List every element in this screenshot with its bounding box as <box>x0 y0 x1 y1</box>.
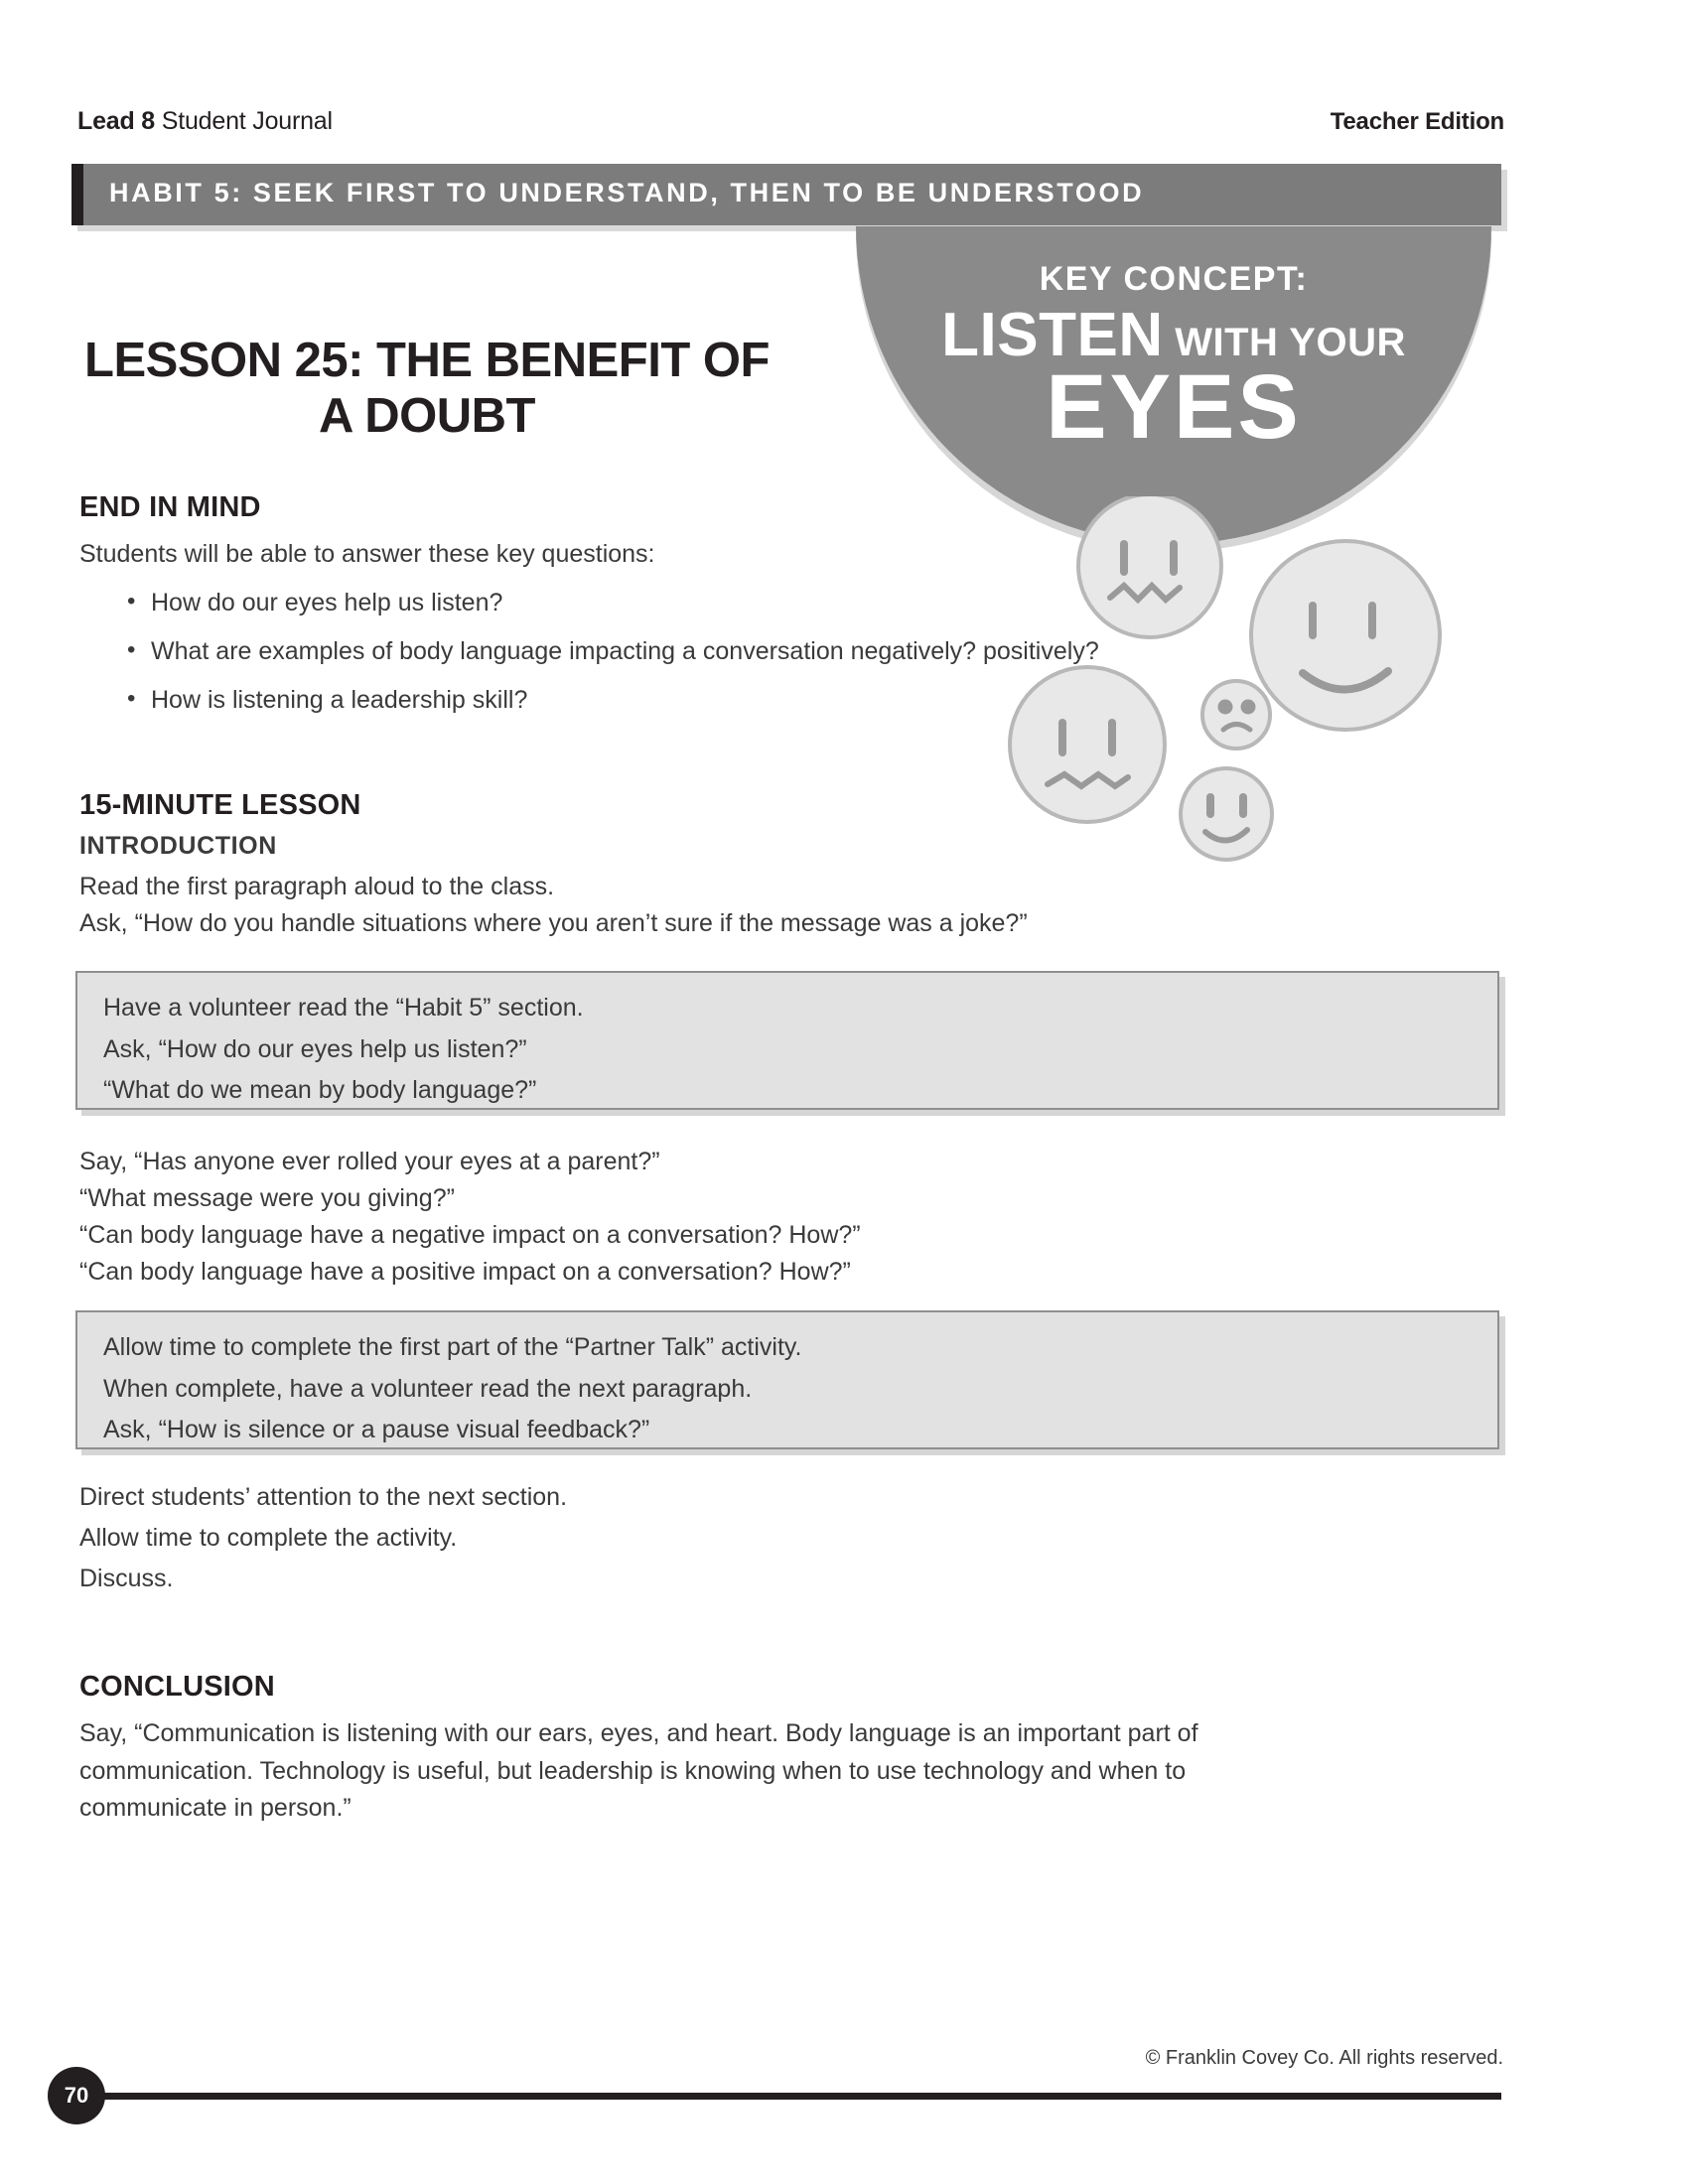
footer-rule <box>75 2093 1501 2100</box>
key-concept-eyes-word: EYES <box>1046 356 1302 458</box>
callout-2-line-2: When complete, have a volunteer read the next paragraph. <box>103 1374 753 1403</box>
middle-line-2: “What message were you giving?” <box>79 1184 455 1212</box>
intro-line-2: Ask, “How do you handle situations where you aren’t sure if the message was a joke?” <box>79 909 1028 937</box>
teacher-callout-box-2 <box>75 1310 1499 1449</box>
after-line-3: Discuss. <box>79 1565 174 1592</box>
callout-2-line-1: Allow time to complete the first part of the “Partner Talk” activity. <box>103 1333 802 1361</box>
habit-banner-text: HABIT 5: SEEK FIRST TO UNDERSTAND, THEN TO BE UNDERSTOOD <box>109 178 1145 207</box>
habit-banner <box>71 164 1501 225</box>
conclusion-text: Say, “Communication is listening with our ears, eyes, and heart. Body language is an important part of communication. Technology is useful, but leadership is knowing when to use technology and when to communicate in person.” <box>79 1719 1198 1822</box>
middle-line-1: Say, “Has anyone ever rolled your eyes at a parent?” <box>79 1148 660 1175</box>
copyright-notice: © Franklin Covey Co. All rights reserved. <box>1145 2047 1503 2069</box>
key-concept-badge <box>856 226 1491 544</box>
section-heading-15-minute-lesson: 15-MINUTE LESSON <box>79 789 361 821</box>
end-in-mind-question-list <box>109 586 1194 732</box>
header-left <box>77 107 333 136</box>
running-header <box>77 107 1504 136</box>
list-item: • How is listening a leadership skill? <box>151 683 1194 718</box>
header-edition-label: Teacher Edition <box>1330 108 1504 135</box>
key-concept-listen-word: LISTEN <box>941 301 1164 369</box>
callout-2-line-3: Ask, “How is silence or a pause visual feedback?” <box>103 1416 650 1443</box>
list-item: • How do our eyes help us listen? <box>151 586 1194 620</box>
callout-1-line-1: Have a volunteer read the “Habit 5” section. <box>103 994 584 1022</box>
page-title: LESSON 25: THE BENEFIT OF A DOUBT <box>84 333 770 444</box>
middle-line-3: “Can body language have a negative impact on a conversation? How?” <box>79 1221 861 1249</box>
habit-banner-accent <box>71 164 83 225</box>
callout-1-line-3: “What do we mean by body language?” <box>103 1076 537 1104</box>
subheading-introduction: INTRODUCTION <box>79 832 277 860</box>
end-in-mind-intro: Students will be able to answer these key questions: <box>79 540 655 568</box>
middle-line-4: “Can body language have a positive impact on a conversation? How?” <box>79 1258 851 1286</box>
header-book-label: Student Journal <box>155 107 333 135</box>
callout-1-line-2: Ask, “How do our eyes help us listen?” <box>103 1034 527 1063</box>
after-line-2: Allow time to complete the activity. <box>79 1524 458 1552</box>
key-concept-withyour-word: WITH YOUR <box>1163 321 1406 364</box>
intro-line-1: Read the first paragraph aloud to the class. <box>79 873 555 900</box>
key-concept-label: KEY CONCEPT: <box>1039 260 1309 298</box>
list-item: • What are examples of body language impacting a conversation negatively? positively? <box>151 634 1194 669</box>
section-heading-end-in-mind: END IN MIND <box>79 491 261 523</box>
after-line-1: Direct students’ attention to the next section. <box>79 1483 568 1511</box>
teacher-callout-box-1 <box>75 971 1499 1110</box>
page-number-badge: 70 <box>48 2067 105 2124</box>
header-course-label: Lead 8 <box>77 107 155 135</box>
section-heading-conclusion: CONCLUSION <box>79 1671 275 1703</box>
